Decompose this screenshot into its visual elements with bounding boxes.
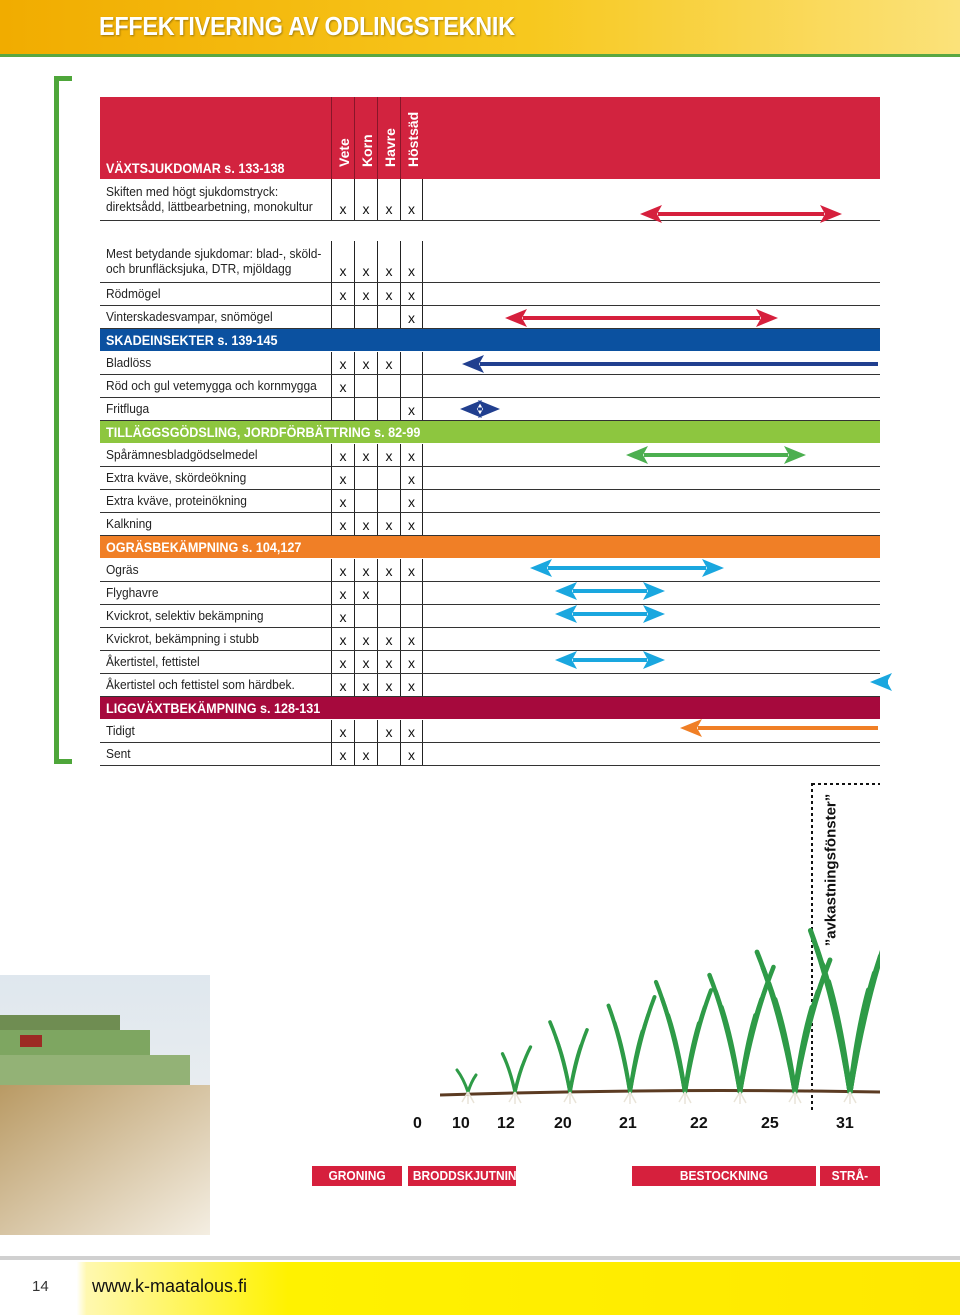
mark-value: x (385, 356, 393, 372)
mark-cell (400, 628, 423, 651)
mark-value: x (408, 310, 415, 326)
mark-cell (377, 467, 400, 490)
growth-stage-31: 31 (836, 1115, 854, 1132)
row-marks (331, 513, 423, 536)
section-title: SKADEINSEKTER s. 139-145 (106, 332, 278, 348)
mark-cell (354, 582, 377, 605)
row-label: Spårämnesbladgödselmedel (106, 447, 258, 462)
growth-stage-22: 22 (690, 1115, 708, 1132)
mark-value: x (385, 563, 393, 579)
mark-value: x (339, 201, 347, 217)
row-label-line2: direktsådd, lättbearbetning, monokultur (106, 199, 313, 214)
mark-value: x (339, 747, 347, 763)
growth-stage-0: 0 (413, 1115, 422, 1132)
mark-cell (400, 398, 423, 421)
table-row (100, 651, 880, 674)
mark-cell (354, 283, 377, 306)
row-label: Kvickrot, bekämpning i stubb (106, 631, 259, 646)
section-title: TILLÄGGSGÖDSLING, JORDFÖRBÄTTRING s. 82-99 (106, 424, 421, 440)
row-marks (331, 674, 423, 697)
mark-cell (354, 513, 377, 536)
mark-cell (331, 651, 354, 674)
mark-cell (354, 179, 377, 221)
mark-cell (377, 605, 400, 628)
mark-value: x (408, 263, 415, 279)
mark-cell (377, 513, 400, 536)
row-marks (331, 241, 423, 283)
mark-value: x (362, 586, 370, 602)
mark-value: x (408, 678, 415, 694)
mark-cell (400, 490, 423, 513)
mark-cell (377, 651, 400, 674)
mark-value: x (408, 632, 415, 648)
table-row (100, 283, 880, 306)
row-label: Rödmögel (106, 286, 161, 301)
table-row (100, 720, 880, 743)
mark-cell (400, 559, 423, 582)
mark-value: x (339, 609, 347, 625)
mark-cell (354, 720, 377, 743)
stage-stra: STRÅ- (820, 1166, 880, 1186)
row-label: Flyghavre (106, 585, 159, 600)
table-row (100, 605, 880, 628)
mark-value: x (339, 356, 347, 372)
mark-value: x (385, 632, 393, 648)
mark-value: x (385, 287, 393, 303)
table-row (100, 582, 880, 605)
mark-cell (331, 179, 354, 221)
mark-cell (331, 283, 354, 306)
row-marks (331, 467, 423, 490)
mark-value: x (339, 287, 347, 303)
mark-cell (400, 467, 423, 490)
row-label: Kalkning (106, 516, 152, 531)
mark-cell (354, 398, 377, 421)
page-title: EFFEKTIVERING AV ODLINGSTEKNIK (99, 11, 515, 41)
mark-cell (354, 444, 377, 467)
mark-value: x (385, 448, 393, 464)
row-marks (331, 306, 423, 329)
mark-cell (354, 352, 377, 375)
section-header (100, 421, 880, 443)
mark-cell (400, 306, 423, 329)
column-headers (331, 97, 423, 179)
mark-value: x (408, 402, 415, 418)
plant-stage-6 (757, 952, 830, 1104)
mark-cell (377, 306, 400, 329)
mark-cell (331, 628, 354, 651)
growth-stage-12: 12 (497, 1115, 515, 1132)
row-marks (331, 444, 423, 467)
mark-cell (331, 513, 354, 536)
mark-cell (331, 241, 354, 283)
row-label: Åkertistel och fettistel som härdbek. (106, 677, 295, 692)
row-marks (331, 628, 423, 651)
table-row (100, 375, 880, 398)
stage-bestockning: BESTOCKNING (632, 1166, 816, 1186)
mark-value: x (339, 632, 347, 648)
mark-value: x (362, 263, 370, 279)
mark-cell (377, 241, 400, 283)
row-divider (100, 765, 880, 766)
mark-value: x (385, 678, 393, 694)
table-row (100, 352, 880, 375)
table-row (100, 444, 880, 467)
mark-cell (354, 605, 377, 628)
mark-cell (400, 651, 423, 674)
mark-cell (377, 375, 400, 398)
mark-cell (400, 375, 423, 398)
mark-value: x (362, 517, 370, 533)
row-label: Bladlöss (106, 355, 152, 370)
row-marks (331, 743, 423, 766)
mark-value: x (408, 287, 415, 303)
mark-cell (331, 743, 354, 766)
plant-growth-illustration (440, 920, 880, 1110)
page-header (0, 0, 960, 54)
mark-cell (331, 375, 354, 398)
row-marks (331, 179, 423, 221)
yield-window-label: ”avkastningsfönster” (822, 793, 840, 947)
mark-cell (377, 490, 400, 513)
section-title: OGRÄSBEKÄMPNING s. 104,127 (106, 539, 302, 555)
row-label: Röd och gul vetemygga och kornmygga (106, 378, 317, 393)
mark-value: x (339, 724, 347, 740)
mark-value: x (362, 655, 370, 671)
plant-stage-3 (609, 997, 655, 1104)
mark-cell (400, 444, 423, 467)
table-bracket (54, 76, 72, 764)
row-marks (331, 605, 423, 628)
table-row (100, 674, 880, 697)
mark-cell (331, 398, 354, 421)
section-header (100, 329, 880, 351)
mark-cell (331, 352, 354, 375)
mark-cell (400, 605, 423, 628)
mark-value: x (408, 724, 415, 740)
row-label: Ogräs (106, 562, 139, 577)
row-label-line2: och brunfläcksjuka, DTR, mjöldagg (106, 261, 292, 276)
mark-cell (331, 720, 354, 743)
row-label: Extra kväve, proteinökning (106, 493, 247, 508)
row-label: Kvickrot, selektiv bekämpning (106, 608, 264, 623)
mark-value: x (408, 201, 415, 217)
row-marks (331, 490, 423, 513)
soil-line (440, 1091, 880, 1095)
row-divider (100, 220, 880, 221)
row-label: Mest betydande sjukdomar: blad-, sköld- (106, 246, 322, 261)
mark-cell (377, 743, 400, 766)
mark-value: x (362, 356, 370, 372)
stage-groning: GRONING (312, 1166, 402, 1186)
column-header-label: Korn (358, 134, 375, 167)
table-row (100, 179, 880, 221)
mark-cell (400, 513, 423, 536)
plant-stage-7 (811, 922, 881, 1104)
mark-cell (377, 628, 400, 651)
mark-cell (377, 283, 400, 306)
mark-value: x (339, 448, 347, 464)
mark-cell (331, 605, 354, 628)
mark-cell (354, 559, 377, 582)
mark-value: x (385, 655, 393, 671)
mark-cell (331, 467, 354, 490)
mark-value: x (339, 563, 347, 579)
table-row (100, 559, 880, 582)
growth-stage-20: 20 (554, 1115, 572, 1132)
footer-url[interactable]: www.k-maatalous.fi (92, 1276, 248, 1296)
mark-value: x (362, 632, 370, 648)
row-marks (331, 720, 423, 743)
column-header-2 (354, 97, 378, 179)
plant-stage-1 (503, 1047, 531, 1104)
mark-cell (354, 306, 377, 329)
row-marks (331, 283, 423, 306)
table-row (100, 490, 880, 513)
stage-broddskjutning: BRODDSKJUTNING (408, 1166, 516, 1186)
mark-cell (331, 444, 354, 467)
row-label: Fritfluga (106, 401, 150, 416)
column-header-label: Vete (335, 138, 352, 167)
row-label: Extra kväve, skördeökning (106, 470, 247, 485)
table-row (100, 306, 880, 329)
row-marks (331, 582, 423, 605)
mark-value: x (408, 563, 415, 579)
mark-cell (331, 674, 354, 697)
column-header-4 (400, 97, 424, 179)
mark-cell (400, 582, 423, 605)
mark-value: x (385, 263, 393, 279)
mark-value: x (385, 724, 393, 740)
table-row (100, 628, 880, 651)
row-marks (331, 559, 423, 582)
column-header-1 (331, 97, 355, 179)
mark-cell (354, 375, 377, 398)
mark-value: x (362, 563, 370, 579)
mark-value: x (339, 678, 347, 694)
plant-stage-0 (457, 1070, 476, 1104)
table-row (100, 398, 880, 421)
section-header-vaxtsjukdomar (100, 97, 880, 179)
footer-divider (0, 1256, 960, 1260)
mark-value: x (385, 201, 393, 217)
mark-cell (354, 743, 377, 766)
mark-cell (400, 283, 423, 306)
mark-value: x (408, 517, 415, 533)
row-marks (331, 352, 423, 375)
row-label: Sent (106, 746, 131, 761)
mark-value: x (362, 448, 370, 464)
mark-cell (400, 352, 423, 375)
mark-value: x (385, 517, 393, 533)
mark-cell (354, 490, 377, 513)
mark-value: x (339, 586, 347, 602)
mark-value: x (339, 494, 347, 510)
mark-cell (331, 582, 354, 605)
mark-cell (331, 559, 354, 582)
plant-stage-5 (710, 967, 774, 1104)
row-label: Åkertistel, fettistel (106, 654, 200, 669)
mark-value: x (339, 471, 347, 487)
mark-cell (400, 743, 423, 766)
table-row (100, 743, 880, 766)
table-row (100, 467, 880, 490)
column-header-label: Havre (381, 128, 398, 167)
row-label: Vinterskadesvampar, snömögel (106, 309, 273, 324)
row-marks (331, 651, 423, 674)
mark-value: x (339, 379, 347, 395)
mark-value: x (362, 747, 370, 763)
mark-value: x (362, 287, 370, 303)
mark-cell (354, 674, 377, 697)
mark-value: x (408, 471, 415, 487)
mark-value: x (362, 201, 370, 217)
page-number: 14 (32, 1278, 49, 1295)
mark-value: x (339, 517, 347, 533)
row-label: Tidigt (106, 723, 135, 738)
section-header (100, 536, 880, 558)
mark-cell (354, 467, 377, 490)
mark-value: x (408, 448, 415, 464)
growth-stage-10: 10 (452, 1115, 470, 1132)
mark-cell (377, 352, 400, 375)
column-header-3 (377, 97, 401, 179)
mark-cell (400, 674, 423, 697)
mark-cell (354, 628, 377, 651)
mark-value: x (339, 655, 347, 671)
row-marks (331, 398, 423, 421)
mark-value: x (408, 655, 415, 671)
growth-stage-25: 25 (761, 1115, 779, 1132)
plant-stage-4 (656, 982, 711, 1104)
field-photo (0, 975, 210, 1235)
mark-value: x (408, 494, 415, 510)
mark-value: x (362, 678, 370, 694)
mark-cell (377, 444, 400, 467)
mark-cell (354, 651, 377, 674)
mark-cell (377, 582, 400, 605)
section-header (100, 697, 880, 719)
table-row (100, 513, 880, 536)
mark-cell (377, 559, 400, 582)
row-marks (331, 375, 423, 398)
growth-stage-21: 21 (619, 1115, 637, 1132)
mark-cell (354, 241, 377, 283)
mark-cell (377, 720, 400, 743)
column-header-label: Höstsäd (404, 111, 421, 167)
header-divider (0, 54, 960, 57)
mark-cell (377, 179, 400, 221)
mark-cell (400, 720, 423, 743)
mark-cell (400, 241, 423, 283)
section-title: VÄXTSJUKDOMAR s. 133-138 (106, 160, 285, 176)
mark-cell (331, 490, 354, 513)
mark-cell (331, 306, 354, 329)
mark-cell (377, 674, 400, 697)
mark-value: x (339, 263, 347, 279)
mark-cell (400, 179, 423, 221)
mark-value: x (408, 747, 415, 763)
mark-cell (377, 398, 400, 421)
section-title: LIGGVÄXTBEKÄMPNING s. 128-131 (106, 700, 321, 716)
table-row (100, 241, 880, 283)
row-label: Skiften med högt sjukdomstryck: (106, 184, 279, 199)
